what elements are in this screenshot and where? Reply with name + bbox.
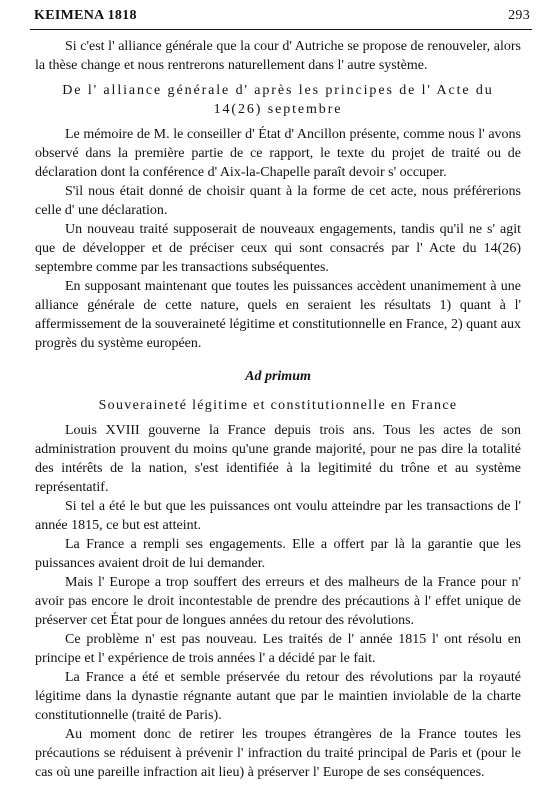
running-header	[34, 8, 530, 28]
page-number: 293	[508, 8, 530, 23]
document-body	[35, 37, 521, 782]
subsection-heading: Ad primum	[245, 369, 311, 384]
paragraph: Si tel a été le but que les puissances ont voulu atteindre par les transactions de l' année 1815, ce but est atteint.	[35, 499, 521, 533]
paragraph: Mais l' Europe a trop souffert des erreurs et des malheurs de la France pour n' avoir pas encore le droit incontestable de prendre des précautions à l' effet unique de préserver cet État pour de longues années du retour des révolutions.	[35, 575, 521, 628]
paragraph: Le mémoire de M. le conseiller d' État d' Ancillon présente, comme nous l' avons observé dans la première partie de ce rapport, le texte du projet de traité ou de déclaration dont la conférence d' Aix-la-Chapelle paraît devoir s' occuper.	[35, 127, 521, 180]
section-heading-continued: 14(26) septembre	[213, 102, 343, 117]
paragraph: En supposant maintenant que toutes les puissances accèdent unanimement à une alliance générale de cette nature, quels en seraient les résultats 1) quant à l' affermissement de la souveraineté légitime et constitutionnelle en France, 2) quant aux progrès du système européen.	[35, 279, 521, 351]
section-heading: Souveraineté légitime et constitutionnelle en France	[98, 398, 458, 413]
paragraph: Un nouveau traité supposerait de nouveaux engagements, tandis qu'il ne s' agit que de développer et de préciser ceux qui sont consacrés par l' Acte du 14(26) septembre comme par les transactions subséquentes.	[35, 222, 521, 275]
paragraph: Si c'est l' alliance générale que la cour d' Autriche se propose de renouveler, alors la thèse change et nous rentrerons naturellement dans l' autre système.	[35, 39, 521, 73]
header-rule	[30, 29, 532, 30]
paragraph: S'il nous était donné de choisir quant à la forme de cet acte, nous préférerions celle d' une déclaration.	[35, 184, 521, 218]
running-title: KEIMENA 1818	[34, 8, 137, 23]
paragraph: Ce problème n' est pas nouveau. Les traités de l' année 1815 l' ont résolu en principe et l' expérience de trois années l' a décidé par le fait.	[35, 632, 521, 666]
paragraph: Louis XVIII gouverne la France depuis trois ans. Tous les actes de son administration prouvent du moins qu'une grande majorité, pour ne pas dire la totalité des intérêts de la nation, s'est identifiée à la legitimité du trône et au système représentatif.	[35, 423, 521, 495]
paragraph: La France a rempli ses engagements. Elle a offert par là la garantie que les puissances avaient droit de lui demander.	[35, 537, 521, 571]
paragraph: La France a été et semble préservée du retour des révolutions par la royauté légitime dans la dynastie régnante autant que par le maintien inviolable de la charte constitutionnelle (traité de Paris).	[35, 670, 521, 723]
section-heading: De l' alliance générale d' après les principes de l' Acte du	[62, 83, 494, 98]
paragraph: Au moment donc de retirer les troupes étrangères de la France toutes les précautions se réduisent à prévenir l' infraction du traité principal de Paris et (pour le cas où une pareille infraction ait lieu) à préserver l' Europe de ses conséquences.	[35, 727, 521, 780]
